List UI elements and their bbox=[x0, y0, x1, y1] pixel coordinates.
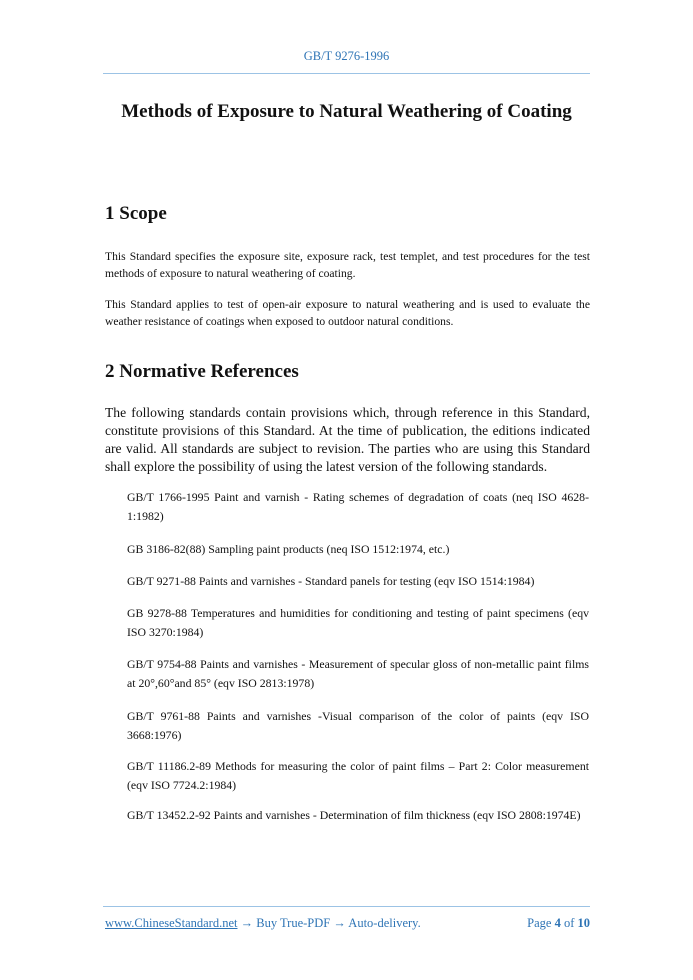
reference-item: GB 3186-82(88) Sampling paint products (neq ISO 1512:1974, etc.) bbox=[127, 542, 450, 556]
footer bbox=[105, 916, 590, 931]
current-page: 4 bbox=[554, 916, 561, 930]
section-heading-scope: 1 Scope bbox=[105, 203, 167, 224]
page-indicator bbox=[527, 916, 590, 931]
reference-item: GB/T 11186.2-89 Methods for measuring the color of paint films – Part 2: Color measurement (eqv ISO 7724.2:1984) bbox=[127, 759, 589, 792]
reference-item: GB/T 9271-88 Paints and varnishes - Standard panels for testing (eqv ISO 1514:1984) bbox=[127, 574, 535, 588]
section-heading-normative-references: 2 Normative References bbox=[105, 361, 299, 382]
reference-item: GB/T 13452.2-92 Paints and varnishes - Determination of film thickness (eqv ISO 2808:1974E) bbox=[127, 808, 581, 822]
footer-promo bbox=[105, 916, 421, 931]
footer-divider bbox=[103, 906, 590, 907]
reference-item: GB/T 1766-1995 Paint and varnish - Rating schemes of degradation of coats (neq ISO 4628-1:1982) bbox=[127, 490, 589, 523]
promo-text: → Buy True-PDF → Auto-delivery. bbox=[237, 916, 421, 930]
scope-paragraph: This Standard applies to test of open-air exposure to natural weathering and is used to evaluate the weather resistance of coatings when exposed to outdoor natural conditions. bbox=[105, 298, 590, 328]
total-pages: 10 bbox=[577, 916, 590, 930]
references-intro: The following standards contain provisions which, through reference in this Standard, constitute provisions of this Standard. At the time of publication, the editions indicated are valid. All standards are subject to revision. The parties who are using this Standard shall explore the possibility of using the latest version of the following standards. bbox=[105, 405, 590, 474]
website-link[interactable]: www.ChineseStandard.net bbox=[105, 916, 238, 930]
reference-item: GB 9278-88 Temperatures and humidities for conditioning and testing of paint specimens (eqv ISO 3270:1984) bbox=[127, 606, 589, 639]
header-divider bbox=[103, 73, 590, 74]
reference-item: GB/T 9754-88 Paints and varnishes - Measurement of specular gloss of non-metallic paint films at 20°,60°and 85° (eqv ISO 2813:1978) bbox=[127, 657, 589, 690]
page-label: Page bbox=[527, 916, 552, 930]
scope-paragraph: This Standard specifies the exposure site, exposure rack, test templet, and test procedures for the test methods of exposure to natural weathering of coating. bbox=[105, 250, 590, 280]
document-id-header: GB/T 9276-1996 bbox=[303, 49, 390, 63]
of-label: of bbox=[563, 916, 575, 930]
document-title: Methods of Exposure to Natural Weathering of Coating bbox=[121, 101, 572, 122]
reference-item: GB/T 9761-88 Paints and varnishes -Visual comparison of the color of paints (eqv ISO 3668:1976) bbox=[127, 709, 589, 742]
